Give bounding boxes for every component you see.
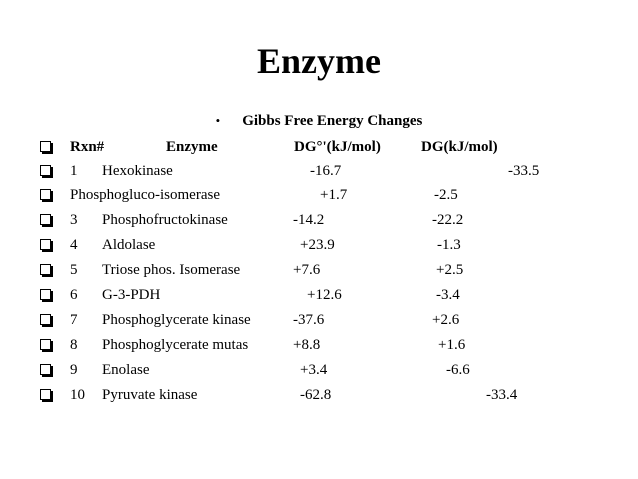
table-row xyxy=(0,335,638,355)
row-enzyme: Phosphofructokinase xyxy=(102,212,228,228)
row-dg0: +8.8 xyxy=(293,337,321,353)
checkbox-bullet-icon xyxy=(40,314,51,325)
slide-subtitle xyxy=(0,112,638,130)
row-dg: -6.6 xyxy=(446,362,470,378)
header-enzyme: Enzyme xyxy=(166,139,218,155)
row-enzyme: Phosphoglycerate mutas xyxy=(102,337,249,353)
table-row xyxy=(0,385,638,405)
table-row xyxy=(0,310,638,330)
row-dg: -33.5 xyxy=(508,163,540,179)
table-row xyxy=(0,185,638,205)
row-dg0: +7.6 xyxy=(293,262,321,278)
row-dg0: +23.9 xyxy=(300,237,335,253)
subtitle-text: Gibbs Free Energy Changes xyxy=(242,113,423,129)
table-header xyxy=(0,137,638,157)
row-enzyme: Pyruvate kinase xyxy=(102,387,198,403)
row-enzyme: G-3-PDH xyxy=(102,287,161,303)
bullet-icon: • xyxy=(215,113,221,128)
table-row xyxy=(0,360,638,380)
checkbox-bullet-icon xyxy=(40,141,51,152)
row-rxn: 4 xyxy=(70,237,78,253)
checkbox-bullet-icon xyxy=(40,239,51,250)
row-enzyme: Aldolase xyxy=(102,237,156,253)
row-dg0: -37.6 xyxy=(293,312,325,328)
row-dg: -2.5 xyxy=(434,187,458,203)
header-dg: DG(kJ/mol) xyxy=(421,139,498,155)
row-dg0: -62.8 xyxy=(300,387,332,403)
row-enzyme: Triose phos. Isomerase xyxy=(102,262,241,278)
header-dg0: DG°'(kJ/mol) xyxy=(294,139,381,155)
table-row xyxy=(0,210,638,230)
checkbox-bullet-icon xyxy=(40,165,51,176)
row-dg0: -14.2 xyxy=(293,212,325,228)
header-rxn: Rxn# xyxy=(70,139,105,155)
row-rxn: 5 xyxy=(70,262,78,278)
row-dg: +1.6 xyxy=(438,337,466,353)
row-rxn: 7 xyxy=(70,312,78,328)
checkbox-bullet-icon xyxy=(40,214,51,225)
row-dg0: +3.4 xyxy=(300,362,328,378)
row-dg: +2.6 xyxy=(432,312,460,328)
checkbox-bullet-icon xyxy=(40,339,51,350)
table-row xyxy=(0,260,638,280)
checkbox-bullet-icon xyxy=(40,389,51,400)
row-dg: -1.3 xyxy=(437,237,461,253)
row-dg0: -16.7 xyxy=(310,163,342,179)
table-row xyxy=(0,161,638,181)
row-rxn: 9 xyxy=(70,362,78,378)
checkbox-bullet-icon xyxy=(40,189,51,200)
checkbox-bullet-icon xyxy=(40,364,51,375)
row-rxn: 1 xyxy=(70,163,78,179)
slide-title: Enzyme xyxy=(257,41,381,81)
row-enzyme: Phosphogluco-isomerase xyxy=(70,187,220,203)
row-dg: -33.4 xyxy=(486,387,518,403)
checkbox-bullet-icon xyxy=(40,264,51,275)
row-enzyme: Phosphoglycerate kinase xyxy=(102,312,251,328)
row-dg: -3.4 xyxy=(436,287,460,303)
table-row xyxy=(0,285,638,305)
table-row xyxy=(0,235,638,255)
row-rxn: 3 xyxy=(70,212,78,228)
row-dg0: +12.6 xyxy=(307,287,342,303)
row-enzyme: Enolase xyxy=(102,362,150,378)
row-enzyme: Hexokinase xyxy=(102,163,173,179)
row-dg: -22.2 xyxy=(432,212,464,228)
row-dg0: +1.7 xyxy=(320,187,348,203)
row-rxn: 10 xyxy=(70,387,85,403)
row-rxn: 8 xyxy=(70,337,78,353)
row-rxn: 6 xyxy=(70,287,78,303)
row-dg: +2.5 xyxy=(436,262,464,278)
checkbox-bullet-icon xyxy=(40,289,51,300)
